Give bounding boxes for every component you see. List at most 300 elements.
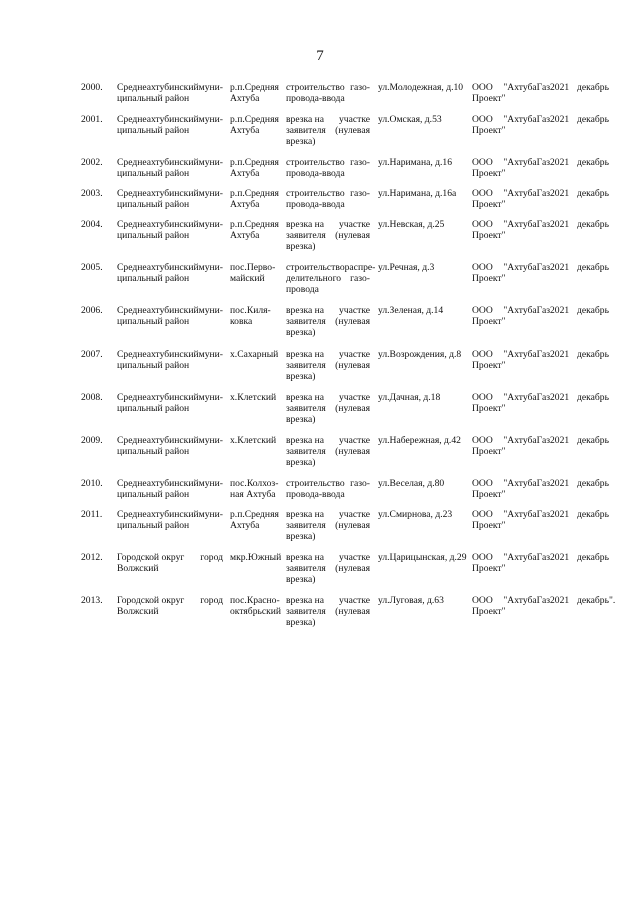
cell-line bbox=[472, 199, 550, 210]
cell-line: х.Сахарный bbox=[230, 349, 279, 360]
work-type-cell bbox=[286, 509, 370, 542]
cell-line bbox=[286, 595, 370, 606]
cell-word: Проект" bbox=[472, 230, 506, 241]
cell-line bbox=[117, 403, 223, 414]
locality-cell bbox=[230, 262, 282, 284]
cell-line bbox=[117, 93, 223, 104]
cell-word: врезка на bbox=[286, 349, 325, 360]
work-type-cell bbox=[286, 114, 370, 147]
cell-line: р.п.Средняя bbox=[230, 82, 279, 93]
organization-cell bbox=[472, 188, 550, 210]
cell-word: заявителя bbox=[286, 606, 326, 617]
cell-word: Волжский bbox=[117, 563, 159, 574]
row-number: 2001. bbox=[81, 114, 103, 125]
cell-line bbox=[472, 262, 550, 273]
cell-word: заявителя bbox=[286, 563, 326, 574]
cell-line: р.п.Средняя bbox=[230, 219, 279, 230]
organization-cell bbox=[472, 509, 550, 531]
row-number: 2011. bbox=[81, 509, 103, 520]
page-number: 7 bbox=[316, 48, 324, 64]
cell-line bbox=[117, 392, 223, 403]
cell-word: врезка на bbox=[286, 509, 325, 520]
cell-word: строительство bbox=[286, 188, 345, 199]
cell-word: Среднеахтубинский bbox=[117, 188, 199, 199]
cell-line bbox=[472, 188, 550, 199]
row-number: 2007. bbox=[81, 349, 103, 360]
district-cell bbox=[117, 157, 223, 179]
cell-word: ООО bbox=[472, 392, 493, 403]
cell-line bbox=[286, 82, 370, 93]
organization-cell bbox=[472, 349, 550, 371]
organization-cell bbox=[472, 392, 550, 414]
cell-line bbox=[472, 168, 550, 179]
month-cell: декабрь bbox=[577, 552, 609, 563]
cell-word: "АхтубаГаз bbox=[503, 219, 550, 230]
cell-word: ООО bbox=[472, 188, 493, 199]
cell-line: Ахтуба bbox=[230, 125, 260, 136]
row-number: 2010. bbox=[81, 478, 103, 489]
month-cell: декабрь bbox=[577, 349, 609, 360]
cell-word: "АхтубаГаз bbox=[503, 188, 550, 199]
cell-line bbox=[472, 478, 550, 489]
cell-word: "АхтубаГаз bbox=[503, 82, 550, 93]
cell-line: Ахтуба bbox=[230, 520, 260, 531]
address-cell: ул.Наримана, д.16а bbox=[378, 188, 457, 199]
cell-line bbox=[472, 435, 550, 446]
cell-word: муни- bbox=[198, 509, 223, 520]
row-number: 2004. bbox=[81, 219, 103, 230]
cell-line bbox=[117, 435, 223, 446]
locality-cell bbox=[230, 595, 282, 617]
cell-word: муни- bbox=[198, 82, 223, 93]
district-cell bbox=[117, 435, 223, 457]
cell-line bbox=[472, 230, 550, 241]
organization-cell bbox=[472, 114, 550, 136]
cell-line bbox=[286, 157, 370, 168]
cell-line bbox=[286, 327, 370, 338]
cell-line bbox=[472, 157, 550, 168]
cell-word: муни- bbox=[198, 392, 223, 403]
organization-cell bbox=[472, 157, 550, 179]
cell-word: врезка) bbox=[286, 617, 316, 628]
district-cell bbox=[117, 219, 223, 241]
cell-line bbox=[117, 446, 223, 457]
cell-line: Ахтуба bbox=[230, 93, 260, 104]
cell-line bbox=[286, 230, 370, 241]
cell-word: заявителя bbox=[286, 360, 326, 371]
cell-line bbox=[472, 316, 550, 327]
cell-word: "АхтубаГаз bbox=[503, 392, 550, 403]
address-cell: ул.Дачная, д.18 bbox=[378, 392, 441, 403]
cell-line: р.п.Средняя bbox=[230, 114, 279, 125]
row-number: 2012. bbox=[81, 552, 103, 563]
month-cell: декабрь bbox=[577, 305, 609, 316]
year-cell: 2021 bbox=[550, 114, 570, 125]
cell-line: х.Клетский bbox=[230, 435, 277, 446]
month-cell: декабрь bbox=[577, 82, 609, 93]
cell-word: Среднеахтубинский bbox=[117, 219, 199, 230]
cell-word: (нулевая bbox=[335, 125, 370, 136]
cell-line: пос.Киля- bbox=[230, 305, 271, 316]
cell-word: Проект" bbox=[472, 273, 506, 284]
organization-cell bbox=[472, 435, 550, 457]
cell-word: Среднеахтубинский bbox=[117, 349, 199, 360]
row-number: 2009. bbox=[81, 435, 103, 446]
cell-word: ципальный район bbox=[117, 446, 190, 457]
cell-line: ная Ахтуба bbox=[230, 489, 276, 500]
cell-word: Проект" bbox=[472, 316, 506, 327]
cell-line bbox=[286, 392, 370, 403]
cell-line bbox=[286, 360, 370, 371]
cell-line bbox=[117, 199, 223, 210]
row-number: 2008. bbox=[81, 392, 103, 403]
work-type-cell bbox=[286, 392, 370, 425]
cell-word: Среднеахтубинский bbox=[117, 262, 199, 273]
year-cell: 2021 bbox=[550, 219, 570, 230]
cell-line: Ахтуба bbox=[230, 230, 260, 241]
cell-word: Среднеахтубинский bbox=[117, 305, 199, 316]
locality-cell bbox=[230, 114, 282, 136]
cell-line bbox=[286, 446, 370, 457]
cell-word: ООО bbox=[472, 349, 493, 360]
cell-line bbox=[472, 552, 550, 563]
cell-word: врезка) bbox=[286, 241, 316, 252]
cell-line bbox=[286, 552, 370, 563]
cell-word: (нулевая bbox=[335, 563, 370, 574]
cell-line bbox=[286, 489, 370, 500]
cell-word: Проект" bbox=[472, 446, 506, 457]
cell-word: ципальный район bbox=[117, 520, 190, 531]
cell-line bbox=[286, 435, 370, 446]
cell-word: Проект" bbox=[472, 563, 506, 574]
address-cell: ул.Луговая, д.63 bbox=[378, 595, 444, 606]
cell-line bbox=[117, 606, 223, 617]
cell-line bbox=[472, 489, 550, 500]
cell-word: ООО bbox=[472, 509, 493, 520]
cell-line bbox=[286, 563, 370, 574]
work-type-cell bbox=[286, 435, 370, 468]
cell-word: (нулевая bbox=[335, 316, 370, 327]
cell-word: Проект" bbox=[472, 520, 506, 531]
cell-word: город bbox=[200, 595, 223, 606]
cell-line: октябрьский bbox=[230, 606, 282, 617]
cell-line bbox=[472, 360, 550, 371]
cell-word: (нулевая bbox=[335, 446, 370, 457]
organization-cell bbox=[472, 478, 550, 500]
cell-word: врезка на bbox=[286, 114, 325, 125]
cell-line bbox=[472, 125, 550, 136]
cell-word: "АхтубаГаз bbox=[503, 114, 550, 125]
address-cell: ул.Омская, д.53 bbox=[378, 114, 442, 125]
cell-word: ООО bbox=[472, 305, 493, 316]
work-type-cell bbox=[286, 157, 370, 179]
district-cell bbox=[117, 188, 223, 210]
cell-word: строительство bbox=[286, 478, 345, 489]
cell-line: р.п.Средняя bbox=[230, 157, 279, 168]
cell-word: муни- bbox=[198, 114, 223, 125]
work-type-cell bbox=[286, 188, 370, 210]
address-cell: ул.Наримана, д.16 bbox=[378, 157, 453, 168]
cell-word: Проект" bbox=[472, 403, 506, 414]
cell-line bbox=[117, 563, 223, 574]
cell-line bbox=[117, 489, 223, 500]
cell-line bbox=[117, 125, 223, 136]
cell-word: ципальный район bbox=[117, 230, 190, 241]
cell-word: Городской округ bbox=[117, 552, 185, 563]
locality-cell bbox=[230, 188, 282, 210]
cell-word: Среднеахтубинский bbox=[117, 478, 199, 489]
cell-word: провода-ввода bbox=[286, 168, 345, 179]
cell-line bbox=[286, 136, 370, 147]
cell-word: участке bbox=[338, 552, 370, 563]
cell-word: ципальный район bbox=[117, 199, 190, 210]
district-cell bbox=[117, 509, 223, 531]
organization-cell bbox=[472, 305, 550, 327]
cell-line bbox=[286, 403, 370, 414]
cell-word: (нулевая bbox=[335, 230, 370, 241]
cell-word: Среднеахтубинский bbox=[117, 509, 199, 520]
cell-word: муни- bbox=[198, 349, 223, 360]
cell-line bbox=[286, 520, 370, 531]
year-cell: 2021 bbox=[550, 435, 570, 446]
cell-word: "АхтубаГаз bbox=[503, 435, 550, 446]
district-cell bbox=[117, 595, 223, 617]
cell-line bbox=[117, 595, 223, 606]
cell-line: пос.Красно- bbox=[230, 595, 280, 606]
year-cell: 2021 bbox=[550, 392, 570, 403]
cell-word: заявителя bbox=[286, 230, 326, 241]
work-type-cell bbox=[286, 305, 370, 338]
cell-line: майский bbox=[230, 273, 265, 284]
year-cell: 2021 bbox=[550, 188, 570, 199]
cell-line bbox=[472, 114, 550, 125]
cell-word: провода bbox=[286, 284, 319, 295]
cell-word: (нулевая bbox=[335, 606, 370, 617]
cell-line bbox=[286, 531, 370, 542]
cell-word: заявителя bbox=[286, 446, 326, 457]
cell-word: (нулевая bbox=[335, 520, 370, 531]
cell-line bbox=[117, 478, 223, 489]
cell-word: газо- bbox=[350, 273, 370, 284]
cell-line bbox=[286, 606, 370, 617]
cell-line bbox=[286, 509, 370, 520]
cell-word: Среднеахтубинский bbox=[117, 157, 199, 168]
cell-word: строительство bbox=[286, 157, 345, 168]
cell-line: Ахтуба bbox=[230, 199, 260, 210]
cell-line bbox=[117, 114, 223, 125]
cell-word: врезка) bbox=[286, 136, 316, 147]
cell-line bbox=[117, 219, 223, 230]
cell-line bbox=[286, 574, 370, 585]
cell-word: врезка) bbox=[286, 457, 316, 468]
month-cell: декабрь bbox=[577, 435, 609, 446]
cell-word: врезка на bbox=[286, 219, 325, 230]
district-cell bbox=[117, 114, 223, 136]
cell-line bbox=[286, 273, 370, 284]
year-cell: 2021 bbox=[550, 349, 570, 360]
address-cell: ул.Возрождения, д.8 bbox=[378, 349, 462, 360]
cell-line bbox=[286, 284, 370, 295]
cell-word: (нулевая bbox=[335, 360, 370, 371]
address-cell: ул.Веселая, д.80 bbox=[378, 478, 445, 489]
cell-word: ципальный район bbox=[117, 316, 190, 327]
cell-word: Среднеахтубинский bbox=[117, 435, 199, 446]
cell-line bbox=[472, 509, 550, 520]
organization-cell bbox=[472, 262, 550, 284]
cell-word: ООО bbox=[472, 478, 493, 489]
cell-line bbox=[472, 219, 550, 230]
cell-word: ципальный район bbox=[117, 125, 190, 136]
cell-word: Проект" bbox=[472, 168, 506, 179]
work-type-cell bbox=[286, 82, 370, 104]
work-type-cell bbox=[286, 478, 370, 500]
month-cell: декабрь bbox=[577, 478, 609, 489]
cell-word: газо- bbox=[350, 188, 370, 199]
cell-word: провода-ввода bbox=[286, 489, 345, 500]
cell-word: участке bbox=[338, 435, 370, 446]
cell-line bbox=[472, 520, 550, 531]
address-cell: ул.Невская, д.25 bbox=[378, 219, 445, 230]
locality-cell bbox=[230, 82, 282, 104]
cell-line: ковка bbox=[230, 316, 253, 327]
work-type-cell bbox=[286, 262, 376, 295]
cell-word: муни- bbox=[198, 219, 223, 230]
cell-word: врезка) bbox=[286, 327, 316, 338]
year-cell: 2021 bbox=[550, 552, 570, 563]
month-cell: декабрь bbox=[577, 188, 609, 199]
cell-word: врезка на bbox=[286, 595, 325, 606]
cell-line bbox=[472, 93, 550, 104]
cell-line bbox=[117, 509, 223, 520]
organization-cell bbox=[472, 552, 550, 574]
organization-cell bbox=[472, 219, 550, 241]
cell-word: "АхтубаГаз bbox=[503, 509, 550, 520]
cell-line bbox=[117, 82, 223, 93]
year-cell: 2021 bbox=[550, 478, 570, 489]
cell-line bbox=[286, 168, 370, 179]
cell-word: "АхтубаГаз bbox=[503, 552, 550, 563]
district-cell bbox=[117, 478, 223, 500]
cell-line bbox=[117, 316, 223, 327]
cell-line: р.п.Средняя bbox=[230, 188, 279, 199]
address-cell: ул.Речная, д.3 bbox=[378, 262, 435, 273]
month-cell: декабрь bbox=[577, 219, 609, 230]
cell-word: "АхтубаГаз bbox=[503, 595, 550, 606]
cell-line bbox=[286, 93, 370, 104]
district-cell bbox=[117, 552, 223, 574]
cell-word: газо- bbox=[350, 157, 370, 168]
cell-line bbox=[286, 199, 370, 210]
cell-word: заявителя bbox=[286, 520, 326, 531]
year-cell: 2021 bbox=[550, 262, 570, 273]
row-number: 2013. bbox=[81, 595, 103, 606]
cell-word: врезка) bbox=[286, 414, 316, 425]
cell-word: Проект" bbox=[472, 125, 506, 136]
year-cell: 2021 bbox=[550, 509, 570, 520]
cell-word: участке bbox=[338, 392, 370, 403]
cell-word: ООО bbox=[472, 114, 493, 125]
locality-cell bbox=[230, 219, 282, 241]
cell-line: мкр.Южный bbox=[230, 552, 282, 563]
row-number: 2003. bbox=[81, 188, 103, 199]
cell-line bbox=[117, 168, 223, 179]
cell-line bbox=[286, 478, 370, 489]
cell-word: муни- bbox=[198, 262, 223, 273]
cell-word: участке bbox=[338, 114, 370, 125]
district-cell bbox=[117, 349, 223, 371]
cell-line bbox=[117, 520, 223, 531]
cell-word: ципальный район bbox=[117, 403, 190, 414]
year-cell: 2021 bbox=[550, 82, 570, 93]
cell-word: врезка на bbox=[286, 305, 325, 316]
cell-word: Городской округ bbox=[117, 595, 185, 606]
cell-word: ципальный район bbox=[117, 93, 190, 104]
cell-word: заявителя bbox=[286, 316, 326, 327]
organization-cell bbox=[472, 82, 550, 104]
cell-line bbox=[286, 349, 370, 360]
locality-cell bbox=[230, 157, 282, 179]
cell-word: врезка) bbox=[286, 531, 316, 542]
row-number: 2005. bbox=[81, 262, 103, 273]
cell-word: распре- bbox=[344, 262, 376, 273]
cell-word: врезка на bbox=[286, 435, 325, 446]
cell-line bbox=[472, 305, 550, 316]
cell-line bbox=[472, 82, 550, 93]
cell-word: газо- bbox=[350, 82, 370, 93]
cell-word: муни- bbox=[198, 157, 223, 168]
address-cell: ул.Набережная, д.42 bbox=[378, 435, 461, 446]
cell-line bbox=[117, 305, 223, 316]
cell-word: "АхтубаГаз bbox=[503, 478, 550, 489]
month-cell: декабрь bbox=[577, 262, 609, 273]
cell-word: участке bbox=[338, 595, 370, 606]
cell-word: ООО bbox=[472, 262, 493, 273]
cell-line bbox=[286, 114, 370, 125]
cell-word: участке bbox=[338, 219, 370, 230]
cell-word: участке bbox=[338, 349, 370, 360]
work-type-cell bbox=[286, 595, 370, 628]
cell-line bbox=[286, 262, 376, 273]
cell-word: заявителя bbox=[286, 125, 326, 136]
cell-line bbox=[472, 403, 550, 414]
organization-cell bbox=[472, 595, 550, 617]
district-cell bbox=[117, 82, 223, 104]
cell-word: Проект" bbox=[472, 93, 506, 104]
month-cell: декабрь bbox=[577, 157, 609, 168]
work-type-cell bbox=[286, 219, 370, 252]
month-cell: декабрь". bbox=[577, 595, 616, 606]
cell-word: ООО bbox=[472, 435, 493, 446]
cell-word: врезка) bbox=[286, 371, 316, 382]
cell-word: строительство bbox=[286, 82, 345, 93]
cell-word: "АхтубаГаз bbox=[503, 262, 550, 273]
month-cell: декабрь bbox=[577, 114, 609, 125]
cell-line bbox=[286, 188, 370, 199]
locality-cell bbox=[230, 349, 282, 360]
cell-word: Среднеахтубинский bbox=[117, 392, 199, 403]
cell-word: врезка на bbox=[286, 392, 325, 403]
cell-line bbox=[117, 552, 223, 563]
cell-word: (нулевая bbox=[335, 403, 370, 414]
cell-word: Проект" bbox=[472, 199, 506, 210]
cell-word: муни- bbox=[198, 188, 223, 199]
cell-word: заявителя bbox=[286, 403, 326, 414]
cell-word: участке bbox=[338, 305, 370, 316]
cell-word: ООО bbox=[472, 219, 493, 230]
row-number: 2002. bbox=[81, 157, 103, 168]
locality-cell bbox=[230, 478, 282, 500]
address-cell: ул.Молодежная, д.10 bbox=[378, 82, 464, 93]
